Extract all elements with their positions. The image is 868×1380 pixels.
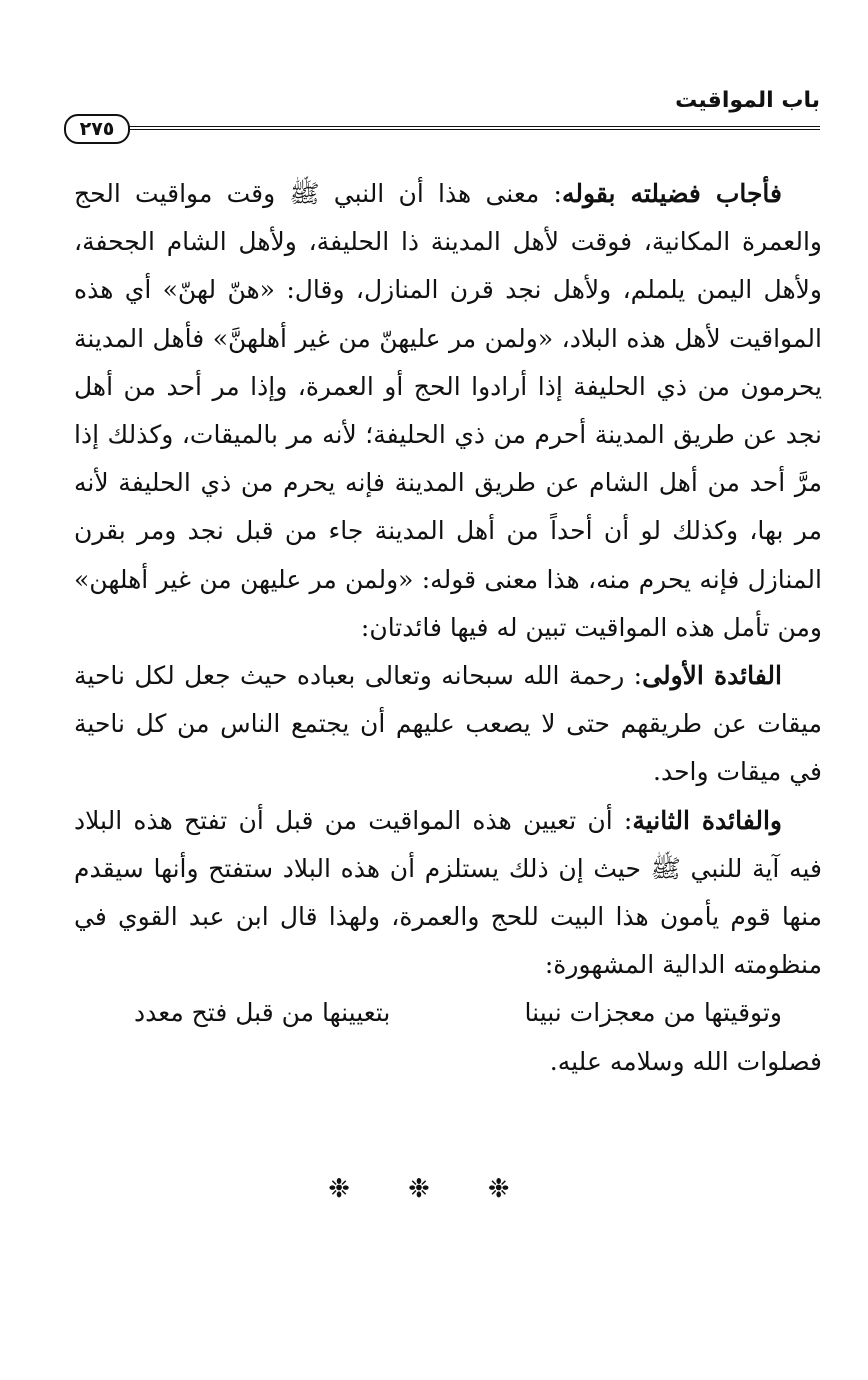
asterisk-ornament-icon: ❉ — [487, 1174, 540, 1204]
chapter-title: باب المواقيت — [675, 88, 820, 113]
poem-verse — [74, 989, 822, 1037]
page-number: ٢٧٥ — [64, 114, 130, 144]
paragraph-text: : رحمة الله سبحانه وتعالى بعباده حيث جعل لكل ناحية ميقات عن طريقهم حتى لا يصعب عليهم أن يجتمع الناس من كل ناحية في ميقات واحد. — [74, 661, 822, 787]
closing-line: فصلوات الله وسلامه عليه. — [549, 1046, 822, 1076]
paragraph-lead: فأجاب فضيلته بقوله — [561, 179, 782, 208]
paragraph-answer — [74, 170, 822, 652]
paragraph-text: : أن تعيين هذه المواقيت من قبل أن تفتح هذه البلاد فيه آية للنبي ﷺ حيث إن ذلك يستلزم أن هذه البلاد ستفتح وأنها سيقدم منها قوم يأمون هذا البيت للحج والعمرة، ولهذا قال ابن عبد القوي في منظومته الدالية المشهورة: — [74, 805, 822, 980]
page-header — [64, 86, 820, 146]
paragraph-lead: والفائدة الثانية — [632, 805, 782, 835]
paragraph-first-benefit — [74, 652, 822, 797]
paragraph-text: : معنى هذا أن النبي ﷺ وقت مواقيت الحج والعمرة المكانية، فوقت لأهل المدينة ذا الحليفة، ولأهل الشام الجحفة، ولأهل اليمن يلملم، ولأهل نجد قرن المنازل، وقال: «هنّ لهنّ» أي هذه المواقيت لأهل هذه البلاد، «ولمن مر عليهنّ من غير أهلهنَّ» فأهل المدينة يحرمون من ذي الحليفة إذا أرادوا الحج أو العمرة، وإذا مر أحد من أهل نجد عن طريق المدينة أحرم من ذي الحليفة؛ لأنه مر بالميقات، وكذلك إذا مرَّ أحد من أهل الشام عن طريق المدينة فإنه يحرم من ذي الحليفة لأنه مر بها، وكذلك لو أن أحداً من أهل المدينة جاء من قبل نجد ومر بقرن المنازل فإنه يحرم منه، هذا معنى قوله: «ولمن مر عليهن من غير أهلهن» ومن تأمل هذه المواقيت تبين له فيها فائدتان: — [74, 179, 822, 642]
asterisk-ornament-icon: ❉ — [328, 1174, 381, 1204]
section-divider — [0, 1174, 868, 1204]
page-body — [74, 170, 822, 1086]
verse-second-hemistich: بتعيينها من قبل فتح معدد — [134, 998, 391, 1028]
paragraph-second-benefit — [74, 797, 822, 990]
header-rule — [124, 126, 820, 130]
paragraph-lead: الفائدة الأولى — [642, 661, 782, 691]
verse-first-hemistich: وتوقيتها من معجزات نبينا — [524, 998, 782, 1028]
asterisk-ornament-icon: ❉ — [408, 1174, 460, 1204]
